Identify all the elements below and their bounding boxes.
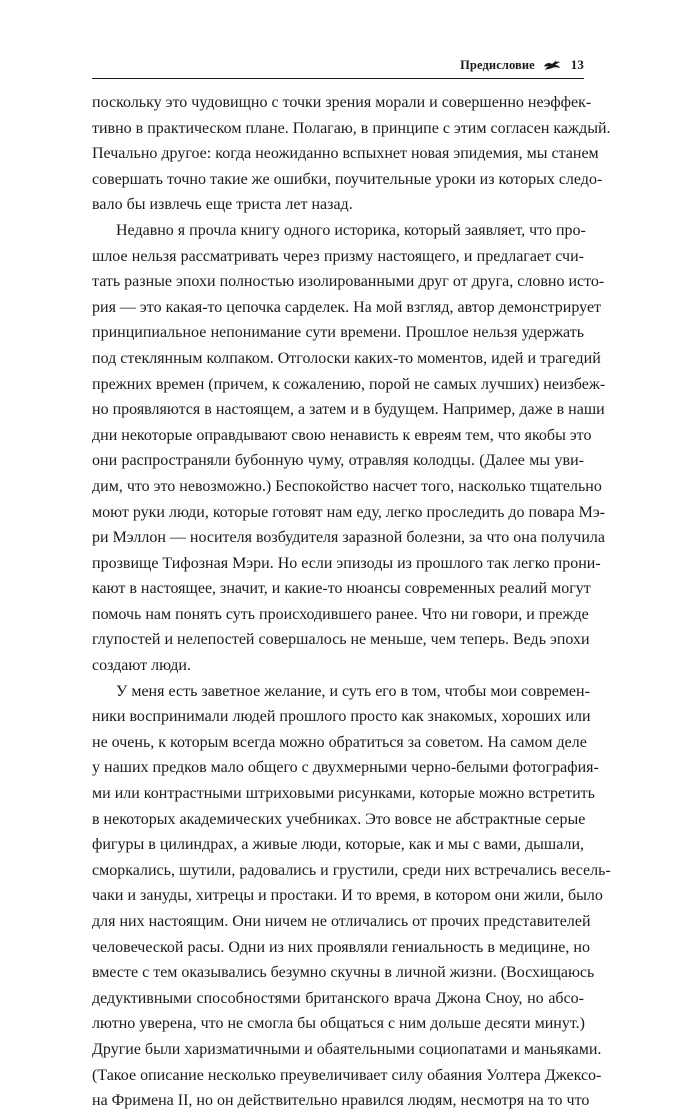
- text-line: для них настоящим. Они ничем не отличались от прочих представителей: [92, 913, 591, 930]
- text-line: но проявляются в настоящем, а затем и в будущем. Например, даже в наши: [92, 401, 605, 419]
- text-line: вместе с тем оказывались безумно скучны в личной жизни. (Восхищаюсь: [92, 964, 595, 982]
- header-rule: [92, 78, 584, 79]
- text-line: не очень, к которым всегда можно обратиться за советом. На самом деле: [92, 733, 587, 751]
- text-line: глупостей и нелепостей совершалось не меньше, чем теперь. Ведь эпохи: [92, 631, 590, 649]
- text-line: помочь нам понять суть происходившего ранее. Что ни говори, и прежде: [92, 605, 589, 623]
- text-line: чаки и зануды, хитрецы и простаки. И то время, в котором они жили, было: [92, 887, 603, 905]
- text-line: в некоторых академических учебниках. Это вовсе не абстрактные серые: [92, 810, 586, 828]
- text-line: дим, что это невозможно.) Беспокойство насчет того, насколько тщательно: [92, 477, 602, 495]
- text-line: ники воспринимали людей прошлого просто как знакомых, хороших или: [92, 708, 591, 726]
- text-line: принципиальное непонимание сути времени. Прошлое нельзя удержать: [92, 324, 584, 342]
- text-line: дедуктивными способностями британского врача Джона Сноу, но абсо-: [92, 989, 584, 1007]
- running-head: [92, 54, 584, 76]
- section-title: Предисловие: [460, 57, 535, 72]
- paragraph: [92, 218, 606, 679]
- text-line: тать разные эпохи полностью изолированными друг от друга, словно исто-: [92, 273, 605, 291]
- text-line: ри Мэллон — носителя возбудителя заразной болезни, за что она получила: [92, 529, 605, 547]
- text-line: вало бы извлечь еще триста лет назад.: [92, 196, 353, 214]
- body-text: [92, 90, 611, 1114]
- text-line: тивно в практическом плане. Полагаю, в принципе с этим согласен каждый.: [92, 119, 611, 137]
- text-line: У меня есть заветное желание, и суть его в том, чтобы мои современ-: [116, 682, 590, 700]
- text-line: прежних времен (причем, к сожалению, порой не самых лучших) неизбеж-: [92, 375, 606, 393]
- text-line: дни некоторые оправдывают свою ненависть к евреям тем, что якобы это: [92, 426, 592, 444]
- text-line: шлое нельзя рассматривать через призму настоящего, и предлагает счи-: [92, 247, 584, 265]
- text-line: сморкались, шутили, радовались и грустили, среди них встречались весель-: [92, 861, 611, 879]
- text-line: прозвище Тифозная Мэри. Но если эпизоды из прошлого так легко прони-: [92, 554, 601, 572]
- text-line: Недавно я прочла книгу одного историка, который заявляет, что про-: [116, 221, 586, 239]
- text-line: человеческой расы. Одни из них проявляли гениальность в медицине, но: [92, 938, 590, 956]
- text-line: у наших предков мало общего с двухмерными черно-белыми фотография-: [92, 759, 599, 777]
- text-line: (Такое описание несколько преувеличивает силу обаяния Уолтера Джексо-: [92, 1066, 602, 1084]
- page-number: 13: [570, 57, 584, 72]
- text-line: поскольку это чудовищно с точки зрения морали и совершенно неэффек-: [92, 94, 592, 111]
- paragraph: [92, 90, 611, 218]
- text-line: под стеклянным колпаком. Отголоски каких-то моментов, идей и трагедий: [92, 349, 601, 367]
- text-line: Печально другое: когда неожиданно вспыхнет новая эпидемия, мы станем: [92, 145, 599, 163]
- text-line: создают люди.: [92, 657, 191, 675]
- paragraph: [92, 679, 611, 1114]
- text-line: совершать точно такие же ошибки, поучительные уроки из которых следо-: [92, 170, 603, 188]
- text-line: рия — это какая-то цепочка сарделек. На мой взгляд, автор демонстрирует: [92, 298, 602, 316]
- text-line: кают в настоящее, значит, и какие-то нюансы современных реалий могут: [92, 580, 591, 598]
- text-line: лютно уверена, что не смогла бы общаться с ним дольше десяти минут.): [92, 1015, 585, 1033]
- text-line: они распространяли бубонную чуму, отравляя колодцы. (Далее мы уви-: [92, 452, 584, 470]
- dragon-ornament-icon: [543, 59, 561, 71]
- text-line: фигуры в цилиндрах, а живые люди, которые, как и мы с вами, дышали,: [92, 836, 584, 854]
- text-line: Другие были харизматичными и обаятельными социопатами и маньяками.: [92, 1040, 602, 1058]
- text-line: ми или контрастными штриховыми рисунками, которые можно встретить: [92, 785, 595, 803]
- text-line: моют руки люди, которые готовят нам еду, легко проследить до повара Мэ-: [92, 503, 606, 521]
- text-line: на Фримена II, но он действительно нравился людям, несмотря на то что: [92, 1092, 590, 1110]
